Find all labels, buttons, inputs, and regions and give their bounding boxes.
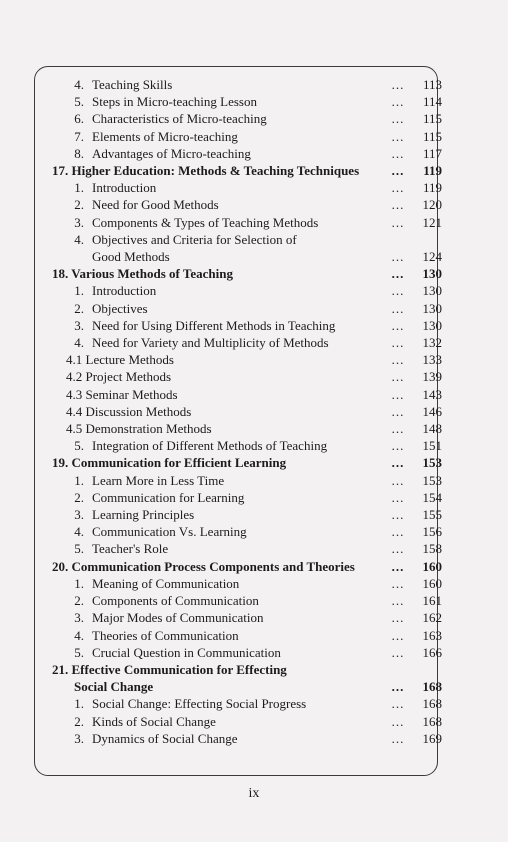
entry-title: 19. Communication for Efficient Learning	[52, 455, 287, 471]
chapter-heading	[52, 454, 442, 471]
entry-number: 1.	[74, 575, 84, 591]
toc-subentry	[52, 386, 442, 403]
leader-dots: ...	[391, 180, 405, 196]
leader-dots: ...	[391, 128, 405, 144]
leader-dots: ...	[391, 455, 405, 471]
toc-subentry	[52, 403, 442, 420]
entry-page-number: 166	[422, 644, 442, 660]
entry-number: 4.	[74, 524, 84, 540]
entry-page-number: 130	[422, 283, 442, 299]
chapter-heading	[52, 162, 442, 179]
entry-title: Kinds of Social Change	[92, 713, 216, 729]
leader-dots: ...	[391, 713, 405, 729]
toc-entry	[52, 93, 442, 110]
entry-number: 6.	[74, 111, 84, 127]
entry-page-number: 154	[422, 489, 442, 505]
entry-title: Objectives	[92, 300, 148, 316]
entry-page-number: 161	[422, 593, 442, 609]
leader-dots: ...	[391, 644, 405, 660]
chapter-heading	[52, 661, 442, 678]
entry-page-number: 148	[422, 421, 442, 437]
entry-page-number: 151	[422, 438, 442, 454]
entry-number: 2.	[74, 197, 84, 213]
entry-page-number: 169	[422, 730, 442, 746]
leader-dots: ...	[391, 627, 405, 643]
toc-entry	[52, 575, 442, 592]
leader-dots: ...	[391, 317, 405, 333]
entry-number: 2.	[74, 713, 84, 729]
toc-entry	[52, 540, 442, 557]
entry-title: Need for Variety and Multiplicity of Methods	[92, 335, 329, 351]
toc-entry	[52, 592, 442, 609]
entry-title: Advantages of Micro-teaching	[92, 145, 251, 161]
entry-title: Communication Vs. Learning	[92, 524, 247, 540]
entry-page-number: 120	[422, 197, 442, 213]
entry-page-number: 130	[422, 266, 442, 282]
toc-entry	[52, 334, 442, 351]
entry-number: 5.	[74, 644, 84, 660]
toc-entry	[52, 506, 442, 523]
leader-dots: ...	[391, 300, 405, 316]
chapter-heading	[52, 265, 442, 282]
leader-dots: ...	[391, 472, 405, 488]
entry-title: 17. Higher Education: Methods & Teaching Techniques	[52, 163, 360, 179]
toc-entry	[52, 713, 442, 730]
entry-page-number: 119	[422, 180, 442, 196]
entry-number: 4.	[74, 231, 84, 247]
entry-title: Need for Using Different Methods in Teaching	[92, 317, 336, 333]
entry-title: Major Modes of Communication	[92, 610, 264, 626]
leader-dots: ...	[391, 403, 405, 419]
entry-title: Components & Types of Teaching Methods	[92, 214, 319, 230]
entry-page-number: 132	[422, 335, 442, 351]
leader-dots: ...	[391, 541, 405, 557]
toc-entry	[52, 437, 442, 454]
entry-title: Characteristics of Micro-teaching	[92, 111, 267, 127]
entry-number: 3.	[74, 610, 84, 626]
entry-page-number: 113	[422, 77, 442, 92]
entry-number: 3.	[74, 730, 84, 746]
entry-number: 1.	[74, 472, 84, 488]
toc-entry	[52, 523, 442, 540]
page-number: ix	[248, 786, 260, 801]
entry-number: 4.	[74, 335, 84, 351]
entry-title: Learning Principles	[92, 507, 195, 523]
toc-entry	[52, 282, 442, 299]
entry-title: Crucial Question in Communication	[92, 644, 281, 660]
entry-number: 5.	[74, 94, 84, 110]
entry-page-number: 143	[422, 386, 442, 402]
toc-subentry	[52, 368, 442, 385]
leader-dots: ...	[391, 335, 405, 351]
toc-entry	[52, 179, 442, 196]
entry-page-number: 163	[422, 627, 442, 643]
leader-dots: ...	[391, 730, 405, 746]
entry-number: 5.	[74, 541, 84, 557]
entry-title: Integration of Different Methods of Teaching	[92, 438, 328, 454]
entry-number: 2.	[74, 593, 84, 609]
entry-page-number: 168	[422, 696, 442, 712]
entry-title: Communication for Learning	[92, 489, 245, 505]
leader-dots: ...	[391, 610, 405, 626]
leader-dots: ...	[391, 679, 405, 695]
entry-title: Elements of Micro-teaching	[92, 128, 238, 144]
toc-entry	[52, 695, 442, 712]
toc-entry	[52, 644, 442, 661]
entry-number: 3.	[74, 317, 84, 333]
entry-page-number: 156	[422, 524, 442, 540]
entry-title: 18. Various Methods of Teaching	[52, 266, 233, 282]
entry-number: 7.	[74, 128, 84, 144]
entry-page-number: 130	[422, 317, 442, 333]
entry-title: Social Change	[74, 679, 154, 695]
entry-title: Teacher's Role	[92, 541, 169, 557]
leader-dots: ...	[391, 283, 405, 299]
toc-entry	[52, 300, 442, 317]
toc-entry	[52, 110, 442, 127]
entry-title: Meaning of Communication	[92, 575, 240, 591]
entry-number: 4.	[74, 627, 84, 643]
entry-title: Introduction	[92, 180, 157, 196]
entry-title: 4.4 Discussion Methods	[66, 403, 192, 419]
leader-dots: ...	[391, 352, 405, 368]
leader-dots: ...	[391, 94, 405, 110]
toc-entry	[52, 609, 442, 626]
leader-dots: ...	[391, 558, 405, 574]
entry-page-number: 153	[422, 455, 442, 471]
leader-dots: ...	[391, 111, 405, 127]
leader-dots: ...	[391, 421, 405, 437]
chapter-heading	[52, 558, 442, 575]
toc-entry	[52, 317, 442, 334]
entry-number: 8.	[74, 145, 84, 161]
entry-page-number: 160	[422, 575, 442, 591]
toc-entry	[52, 214, 442, 231]
entry-title: Components of Communication	[92, 593, 259, 609]
entry-title: 4.1 Lecture Methods	[66, 352, 174, 368]
entry-page-number: 117	[422, 145, 442, 161]
leader-dots: ...	[391, 593, 405, 609]
entry-page-number: 155	[422, 507, 442, 523]
entry-page-number: 146	[422, 403, 442, 419]
toc-entry	[52, 231, 442, 248]
entry-title: Introduction	[92, 283, 157, 299]
leader-dots: ...	[391, 266, 405, 282]
entry-page-number: 130	[422, 300, 442, 316]
entry-page-number: 158	[422, 541, 442, 557]
leader-dots: ...	[391, 369, 405, 385]
entry-number: 1.	[74, 180, 84, 196]
toc-subentry	[52, 420, 442, 437]
leader-dots: ...	[391, 214, 405, 230]
entry-page-number: 115	[422, 128, 442, 144]
entry-page-number: 153	[422, 472, 442, 488]
leader-dots: ...	[391, 524, 405, 540]
leader-dots: ...	[391, 438, 405, 454]
entry-title: Teaching Skills	[92, 77, 173, 92]
entry-page-number: 115	[422, 111, 442, 127]
leader-dots: ...	[391, 197, 405, 213]
entry-title: Social Change: Effecting Social Progress	[92, 696, 307, 712]
entry-number: 1.	[74, 696, 84, 712]
leader-dots: ...	[391, 249, 405, 265]
entry-number: 3.	[74, 214, 84, 230]
entry-title: 4.3 Seminar Methods	[66, 386, 178, 402]
toc-entry	[52, 145, 442, 162]
leader-dots: ...	[391, 386, 405, 402]
entry-title: 4.2 Project Methods	[66, 369, 172, 385]
leader-dots: ...	[391, 77, 405, 92]
entry-title: 20. Communication Process Components and Theories	[52, 558, 355, 574]
leader-dots: ...	[391, 575, 405, 591]
entry-page-number: 124	[422, 249, 442, 265]
toc-entry	[52, 730, 442, 747]
toc-subentry	[52, 351, 442, 368]
entry-page-number: 168	[422, 713, 442, 729]
entry-title: Learn More in Less Time	[92, 472, 225, 488]
toc-entry	[52, 196, 442, 213]
entry-number: 4.	[74, 77, 84, 92]
leader-dots: ...	[391, 145, 405, 161]
toc-entry	[52, 248, 442, 265]
entry-page-number: 160	[422, 558, 442, 574]
entry-page-number: 162	[422, 610, 442, 626]
toc-entry	[52, 472, 442, 489]
leader-dots: ...	[391, 696, 405, 712]
entry-title: Need for Good Methods	[92, 197, 219, 213]
entry-title: Dynamics of Social Change	[92, 730, 238, 746]
leader-dots: ...	[391, 163, 405, 179]
entry-number: 3.	[74, 507, 84, 523]
entry-page-number: 168	[422, 679, 442, 695]
entry-page-number: 114	[422, 94, 442, 110]
entry-number: 5.	[74, 438, 84, 454]
entry-title: 4.5 Demonstration Methods	[66, 421, 212, 437]
chapter-heading	[52, 678, 442, 695]
leader-dots: ...	[391, 507, 405, 523]
toc-entry	[52, 627, 442, 644]
entry-title: Good Methods	[92, 249, 170, 265]
entry-title: Theories of Communication	[92, 627, 239, 643]
table-of-contents	[52, 76, 442, 747]
toc-entry	[52, 128, 442, 145]
entry-page-number: 121	[422, 214, 442, 230]
entry-number: 2.	[74, 300, 84, 316]
entry-page-number: 119	[423, 163, 442, 179]
entry-number: 2.	[74, 489, 84, 505]
entry-number: 1.	[74, 283, 84, 299]
toc-entry	[52, 489, 442, 506]
entry-page-number: 133	[422, 352, 442, 368]
entry-title: Steps in Micro-teaching Lesson	[92, 94, 257, 110]
entry-title: 21. Effective Communication for Effecting	[52, 661, 287, 677]
entry-title: Objectives and Criteria for Selection of	[92, 231, 297, 247]
entry-page-number: 139	[422, 369, 442, 385]
toc-entry	[52, 76, 442, 93]
leader-dots: ...	[391, 489, 405, 505]
